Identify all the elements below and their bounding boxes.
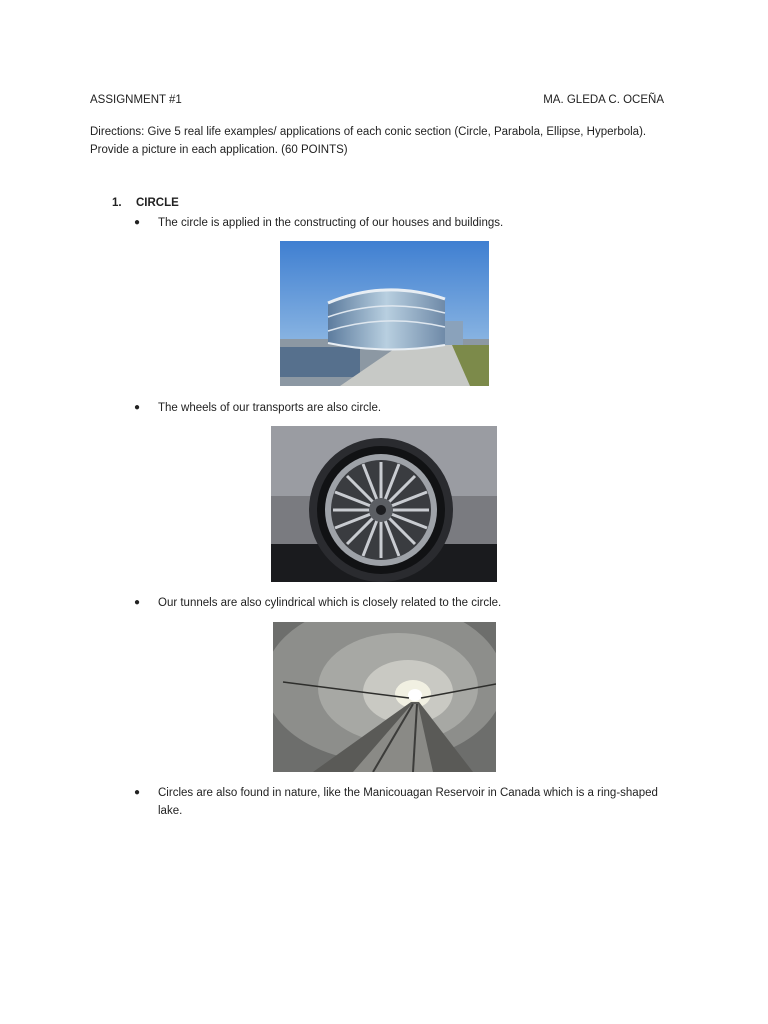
section-title: CIRCLE: [136, 197, 179, 209]
bullet-icon: ●: [134, 217, 141, 228]
building-photo: [280, 241, 489, 386]
bullet-icon: ●: [134, 597, 141, 608]
bullet-icon: ●: [134, 402, 141, 413]
bullet-icon: ●: [134, 787, 141, 798]
list-item: [134, 399, 684, 417]
list-item: [134, 214, 684, 232]
assignment-title: ASSIGNMENT #1: [90, 94, 182, 106]
section-heading: [112, 197, 179, 209]
tunnel-photo: [273, 622, 496, 772]
list-item: [134, 594, 684, 612]
section-number: 1.: [112, 197, 122, 209]
list-item-text: The wheels of our transports are also circle.: [158, 402, 382, 414]
author-name: MA. GLEDA C. OCEÑA: [543, 94, 664, 106]
directions-text: Directions: Give 5 real life examples/ applications of each conic section (Circle, Parabola, Ellipse, Hyperbola). Provide a picture in each application. (60 POINTS): [90, 126, 647, 156]
wheel-photo: [271, 426, 497, 582]
list-item-text: The circle is applied in the constructing of our houses and buildings.: [158, 217, 504, 229]
list-item-text: Circles are also found in nature, like the Manicouagan Reservoir in Canada which is a ring-shaped lake.: [158, 787, 658, 817]
list-item: [134, 784, 684, 820]
list-item-text: Our tunnels are also cylindrical which is closely related to the circle.: [158, 597, 502, 609]
